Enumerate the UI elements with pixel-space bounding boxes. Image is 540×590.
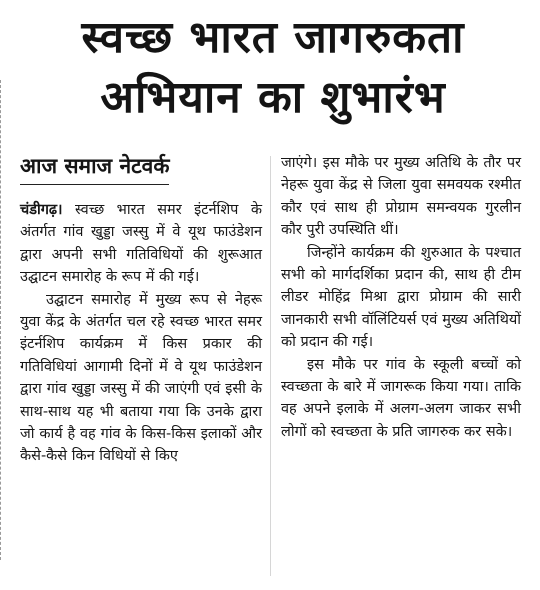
headline-line-1: स्वच्छ भारत जागरुकता (81, 12, 465, 63)
byline: आज समाज नेटवर्क (20, 152, 169, 185)
headline-line-2: अभियान का शुभारंभ (100, 72, 446, 123)
dateline: चंडीगढ़। (20, 202, 63, 218)
page-edge-mark (0, 80, 5, 560)
headline (18, 8, 528, 128)
paragraph-3: जाएंगे। इस मौके पर मुख्य अतिथि के तौर पर नेहरू युवा केंद्र से जिला युवा समवयक रश्मीत कौर एवं साथ ही प्रोग्राम समन्वयक गुरलीन कौर पुरी उपस्थिति थीं। (281, 155, 521, 239)
paragraph-1-text: स्वच्छ भारत समर इंटर्नशिप के अंतर्गत गांव खुड्डा जस्सु में वे यूथ फाउंडेशन द्वारा अपनी सभी गतिविधियों की शुरूआत उद्घाटन समारोह के रूप में की गई। (20, 202, 262, 286)
article-right-column (281, 152, 521, 443)
paragraph-2: उद्घाटन समारोह में मुख्य रूप से नेहरू युवा केंद्र के अंतर्गत चल रहे स्वच्छ भारत समर इंटर्नशिप कार्यक्रम में किस प्रकार की गतिविधियां आगामी दिनों में वे यूथ फाउंडेशन द्वारा गांव खुड्डा जस्सु में की जाएंगी एवं इसी के साथ-साथ यह भी बताया गया कि उनके द्वारा जो कार्य है वह गांव के किस-किस इलाकों और कैसे-कैसे किन विधियों से किए (20, 291, 262, 465)
paragraph-5: इस मौके पर गांव के स्कूली बच्चों को स्वच्छता के बारे में जागरूक किया गया। ताकि वह अपने इलाके में अलग-अलग जाकर सभी लोगों को स्वच्छता के प्रति जागरुक कर सके। (281, 356, 521, 440)
paragraph-1 (20, 199, 262, 289)
article-left-column (20, 152, 262, 468)
column-divider (270, 156, 271, 576)
paragraph-4: जिन्होंने कार्यक्रम की शुरुआत के पश्चात सभी को मार्गदर्शिका प्रदान की, साथ ही टीम लीडर मोहिंद्र मिश्रा द्वारा प्रोग्राम की सारी जानकारी सभी वॉलिंटियर्स एवं मुख्य अतिथियों को प्रदान की गई। (281, 244, 521, 351)
